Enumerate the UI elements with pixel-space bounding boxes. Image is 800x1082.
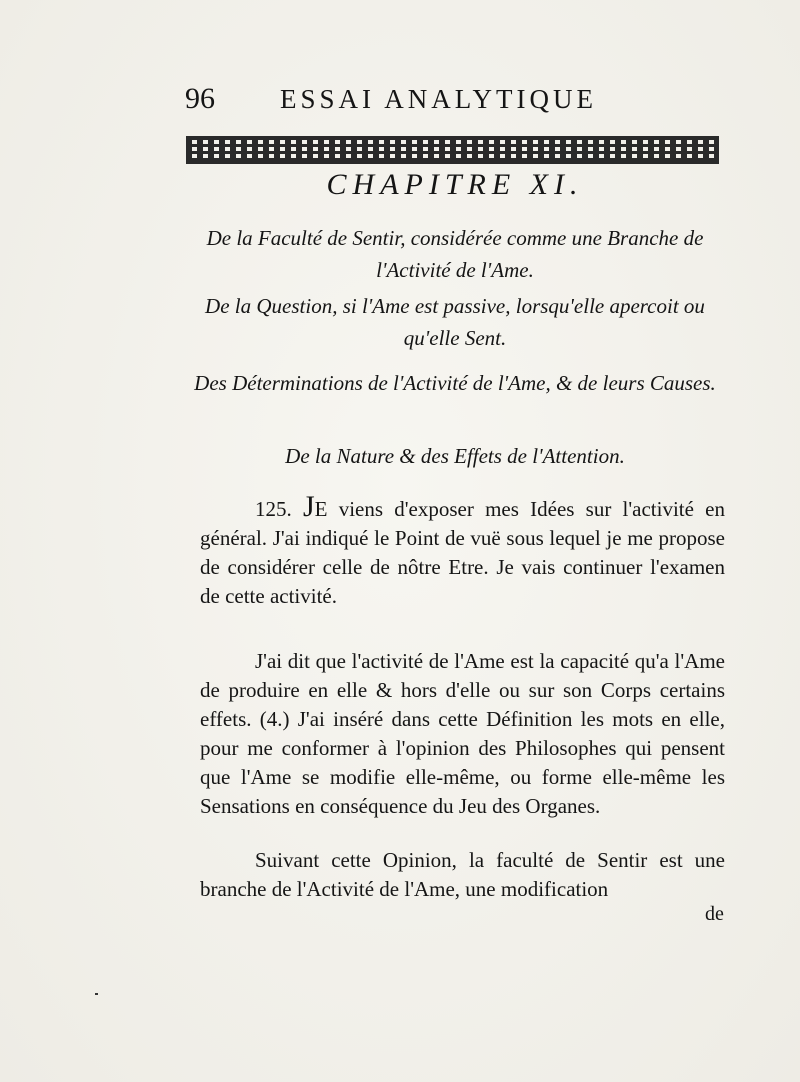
page-header — [185, 82, 725, 122]
running-title: ESSAI ANALYTIQUE — [280, 84, 598, 114]
paragraph-2-text: J'ai dit que l'activité de l'Ame est la capacité qu'a l'Ame de produire en elle & hors d'elle ou sur son Corps certains effets. (4.) J'ai inséré dans cette Définition les mots en elle, pour me conformer à l'opinion des Philosophes qui pensent que l'Ame se modifie elle-même, ou forme elle-même les Sensations en conséquence du Jeu des Organes. — [200, 649, 725, 818]
paragraph-3 — [200, 846, 725, 904]
drop-cap: J — [302, 490, 315, 523]
chapter-summary-3: Des Déterminations de l'Activité de l'Ame, & de leurs Causes. — [194, 371, 716, 395]
paragraph-3-text: Suivant cette Opinion, la faculté de Sentir est une branche de l'Activité de l'Ame, une modification — [200, 848, 725, 901]
paragraph-2 — [200, 647, 725, 821]
catchword: de — [705, 903, 724, 925]
chapter-summary-1: De la Faculté de Sentir, considérée comme une Branche de l'Activité de l'Ame. — [206, 226, 704, 282]
paragraph-125-text: E viens d'exposer mes Idées sur l'activité en général. J'ai indiqué le Point de vuë sous lequel je me propose de considérer celle de nôtre Etre. Je vais continuer l'examen de cette activité. — [200, 497, 726, 608]
ink-speck — [95, 993, 98, 995]
paragraph-number: 125. — [255, 497, 292, 521]
decorative-headband-ornament — [186, 136, 719, 164]
chapter-title: CHAPITRE XI. — [326, 168, 584, 201]
page-number: 96 — [185, 82, 215, 115]
chapter-summary-4: De la Nature & des Effets de l'Attention. — [285, 444, 625, 468]
chapter-summary-2: De la Question, si l'Ame est passive, lorsqu'elle apercoit ou qu'elle Sent. — [205, 294, 705, 350]
paragraph-125 — [200, 492, 725, 611]
